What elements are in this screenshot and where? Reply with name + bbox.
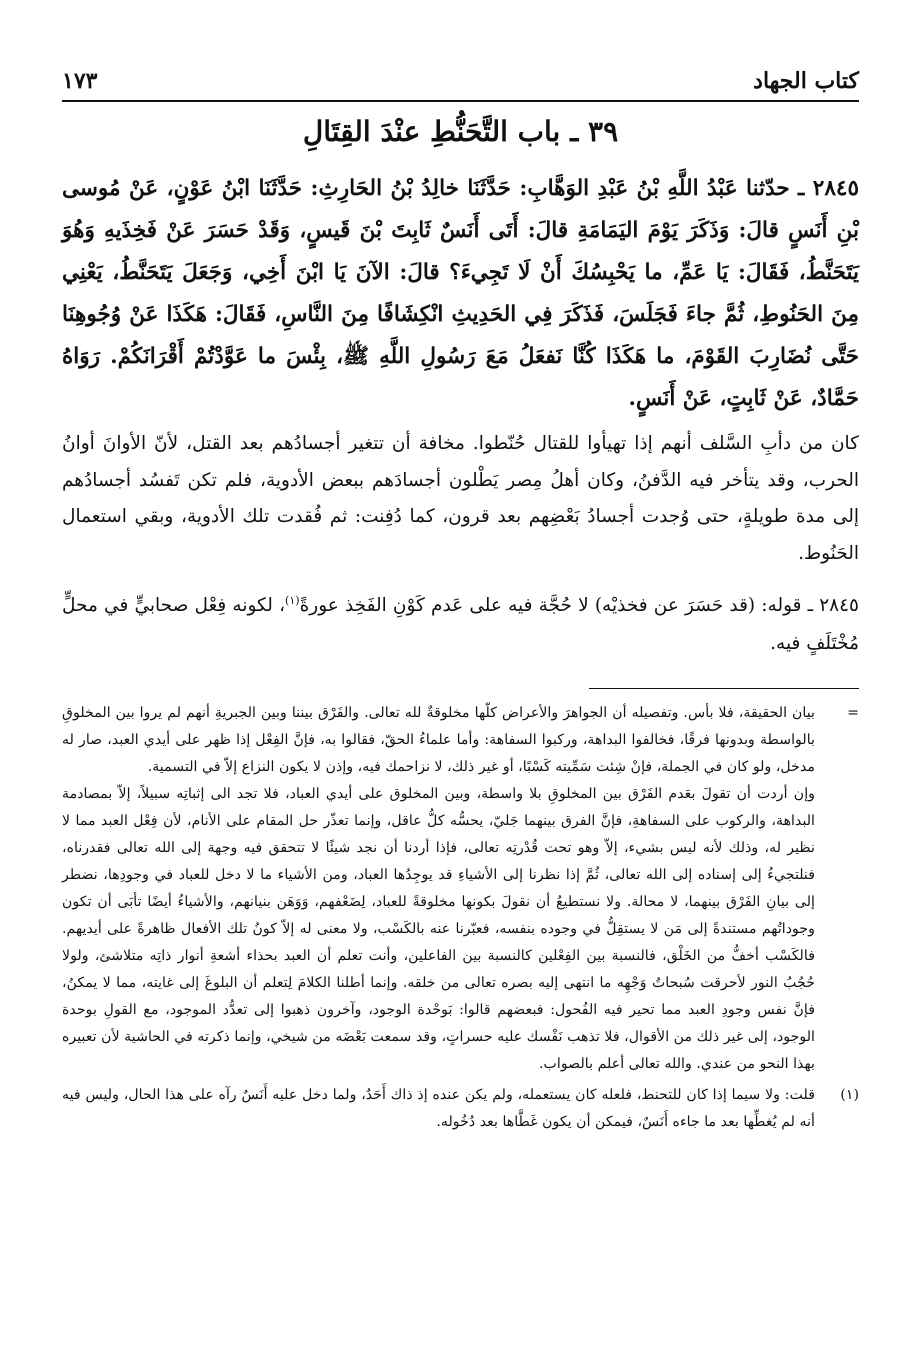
chapter-title: ٣٩ ـ باب التَّحَنُّطِ عنْدَ القِتَالِ	[302, 115, 619, 148]
note-text: ٢٨٤٥ ـ قوله: (قد حَسَرَ عن فخذيْه) لا حُجَّة فيه على عَدم كَوْنِ الفَخِذ عورةً	[299, 595, 859, 617]
footnotes-section	[62, 700, 859, 1136]
page-header	[62, 60, 859, 102]
footnote-continuation	[62, 700, 859, 1078]
footnote-1-mark: (١)	[840, 1087, 859, 1103]
footnote-continuation-paragraph-1: بيان الحقيقة، فلا بأس. وتفصيله أن الجواهرَ والأعراض كلّها مخلوقةٌ لله تعالى. والفَرْق بيننا وبين الجبريةِ أنهم لم يروا بين المخلوقِ بالواسطة وبدونها فرقًا، فخالفوا البداهة، وركبوا السفاهة: وأما علماءُ الحقّ، فقالوا به، فإنَّ الفِعْل إذا ظهر على أيدي العبد، صار له مدخل، ولو كان في الجملة، فإنْ شِئت سَمِّيته كَسْبًا، أو غير ذلك، لا نزاحمك فيه، وإذن لا يكون النزاع إلاّ في التسمية.	[62, 705, 815, 775]
continuation-mark: =	[847, 705, 859, 721]
footnote-1-text: قلت: ولا سيما إذا كان للتحنط، فلعله كان يستعمله، ولم يكن عنده إذ ذاك أَحَدٌ، ولما دخل عليه أَنَسٌ رآه على هذا الحال، وليس فيه أنه لم يُغطِّها بعد ما جاءه أَنَسٌ، فيمكن أن يكون غَطَّاها بعد دُخُوله.	[62, 1087, 815, 1130]
footnote-continuation-paragraph-2: وإن أردت أن تقولَ بعَدم الفَرْق بين المخلوقِ بلا واسطة، وبين المخلوق على أيدي العباد، فلا تجد الى إثباتِه سبيلاً، إلاّ بمصادمة البداهة، والركوب على السفاهةِ، فإنَّ الفرق بينهما جَليّ، يحسُّه كلُّ عاقل، وإنما تعذّر حل المقام على الأنام، لأن فِعْل العبد مما لا نظير له، وذلك لأنه ليس بشيء، إلاّ وهو تحت قُدْرتِه تعالى، فإذا أردنا أن نجد شيئًا لا تتحقق فيه وجهة إلى الله تعالى فقدرناه، فنلتجيءُ إلى إسناده إلى الله تعالى، ثُمَّ إذا نظرنا إلى الأشياءِ قد يوجِدُها العباد، ومن الأشياء ما لا دخل للعباد في وجودِها، نضطر إلى بيانِ الفَرْق بينهما، لا محالة. ولا نستطيعُ أن نقولَ بكونها مخلوقةً للعباد، لِضَعْفهم، وَوَهَن بنيانهم، والأشياءُ أيضًا تأبَى أن تكون وجوداتُهم مستندةً إلى مَن لا يستقِلُّ في وجوده بنفسه، فعبّرنا عنه بالكَسْب، ولا معنى له إلاّ كونُ تلك الأفعال ظاهرةً على أيديهم. فالكَسْب أخفُّ من الخَلْق، فالنسبة بين الفِعْلين كالنسبة بين الفاعلين، وأنت تعلم أن العبد بحذاء أشعةِ أنوار ذاتِه متلاشئ، ولولا حُجُبُ النور لأحرقت سُبحاتُ وَجْهِه ما انتهى إليه بصره تعالى من خلقه. وإنما أطلنا الكلامَ لِتعلم أن البلوغَ إلى غايته، مما لا يمكنُ، فإنَّ نفس وجودِ العبد مما تحير فيه الفُحول: فبعضهم قالوا: بَوحْدة الوجود، وآخرون ذهبوا إلى تعدُّد الموجود، مع القولِ بوحدة الوجود، إلى غير ذلك من الأقوال، فلا تذهب نَفْسك عليه حسراتٍ، وقد سمعت بَعْضَه من شيخي، وإنما ذكرته في الحاشية لأن تعبيره بهذا النحو من عندي. والله تعالى أعلم بالصواب.	[62, 786, 815, 1072]
book-title: كتاب الجهاد	[753, 68, 859, 94]
footnote-divider	[589, 688, 859, 689]
note-text-after: ، لكونه فِعْل صحابيٍّ في محلٍّ مُخْتَلَفٍ فيه.	[62, 595, 859, 655]
footnote-1	[62, 1082, 859, 1136]
page-number: ١٧٣	[62, 68, 98, 94]
footnote-ref[interactable]: (١)	[285, 594, 300, 607]
hadith-text: ٢٨٤٥ ـ حدّثنا عَبْدُ اللَّهِ بْنُ عَبْدِ الوَهَّابِ: حَدَّثَنَا خالِدُ بْنُ الحَارِثِ: حَدَّثَنَا ابْنُ عَوْنٍ، عَنْ مُوسى بْنِ أَنَسٍ قالَ: وَذَكَرَ يَوْمَ اليَمَامَةِ قالَ: أَتَى أَنَسٌ ثَابِتَ بْنَ قَيسٍ، وَقَدْ حَسَرَ عَنْ فَخِذَيهِ وَهُوَ يَتَحَنَّطُ، فَقَالَ: يَا عَمِّ، ما يَحْبِسُكَ أَنْ لَا تَجِيءَ؟ قالَ: الآنَ يَا ابْنَ أَخِي، وَجَعَلَ يَتَحَنَّطُ، يَعْنِي مِنَ الحَنُوطِ، ثُمَّ جاءَ فَجَلَسَ، فَذَكَرَ فِي الحَدِيثِ انْكِشَافًا مِنَ النَّاسِ، فَقَالَ: هَكَذَا عَنْ وُجُوهِنَا حَتَّى نُضَارِبَ القَوْمَ، ما هَكَذَا كُنَّا نَفعَلُ مَعَ رَسُولِ اللَّهِ ﷺ، بِئْسَ ما عَوَّدْتُمْ أَقْرَانَكُمْ. رَوَاهُ حَمَّادٌ، عَنْ ثَابِتٍ، عَنْ أَنَسٍ.	[62, 176, 859, 411]
note-paragraph	[62, 582, 859, 663]
commentary-paragraph: كان من دأبِ السَّلف أنهم إذا تهيأوا للقتال حُنّطوا. مخافة أن تتغير أجسادُهم بعد القتل، لأنّ الأوانَ أوانُ الحرب، وقد يتأخر فيه الدَّفنُ، وكان أهلُ مِصر يَطْلون أجسادَهم ببعض الأدوية، فلم تكن تَفسُد أجسادُهم إلى مدة طويلةٍ، حتى وُجدت أجسادُ بَعْضِهم بعد قرون، كما دُفِنت: ثم فُقدت تلك الأدوية، وبقي استعمال الحَنُوط.	[62, 433, 859, 564]
